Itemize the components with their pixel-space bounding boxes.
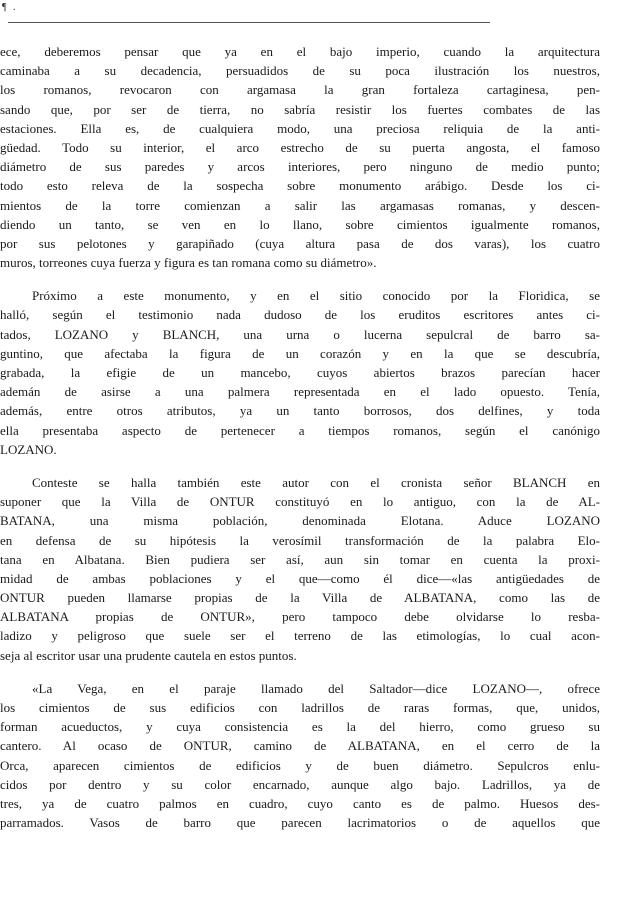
text-line: grabada, la efigie de un mancebo, cuyos abiertos brazos parecían hacer: [0, 365, 600, 380]
header-rule: [8, 22, 490, 23]
text-line: tana en Albatana. Bien pudiera ser así, aun sin tomar en cuenta la proxi-: [0, 551, 600, 567]
text-line: caminaba a su decadencia, persuadidos de su poca ilustración los nuestros,: [0, 63, 600, 79]
page-body: [0, 42, 600, 846]
paragraph-4: [0, 679, 600, 833]
text-line: Orca, aparecen cimientos de edificios y de buen diámetro. Sepulcros enlu-: [0, 757, 600, 773]
text-line: muros, torreones cuya fuerza y figura es tan romana como su diámetro».: [0, 255, 377, 271]
text-line: ece, deberemos pensar que ya en el bajo imperio, cuando la arquitectura: [0, 44, 600, 59]
text-line: estaciones. Ella es, de cualquiera modo, una preciosa reliquia de la anti-: [0, 120, 600, 136]
text-line: todo esto releva de la sospecha sobre monumento arábigo. Desde los ci-: [0, 178, 600, 194]
text-line: cantero. Al ocaso de ONTUR, camino de ALBATANA, en el cerro de la: [0, 738, 600, 754]
text-line: tados, LOZANO y BLANCH, una urna o lucerna sepulcral de barro sa-: [0, 326, 600, 342]
text-line: «La Vega, en el paraje llamado del Saltador—dice LOZANO—, ofrece: [32, 680, 600, 696]
page-corner-mark: ¶ .: [2, 2, 18, 13]
text-line: LOZANO.: [0, 441, 57, 457]
text-line: tres, ya de cuatro palmos en cuadro, cuyo canto es de palmo. Huesos des-: [0, 795, 600, 811]
text-line: además, entre otros atributos, ya un tanto borrosos, dos delfines, y toda: [0, 403, 600, 419]
text-line: forman acueductos, y cuya consistencia es la del hierro, como grueso su: [0, 719, 600, 735]
text-line: midad de ambas poblaciones y el que—como él dice—«las antigüedades de: [0, 570, 600, 586]
text-line: Próximo a este monumento, y en el sitio conocido por la Floridica, se: [32, 288, 600, 304]
paragraph-2: [0, 286, 600, 459]
text-line: en defensa de su hipótesis la verosímil transformación de la palabra Elo-: [0, 532, 600, 548]
paragraph-1: [0, 42, 600, 272]
text-line: ladizo y peligroso que suele ser el terreno de las etimologías, lo cual acon-: [0, 628, 600, 644]
text-line: guntino, que afectaba la figura de un corazón y en la que se descubría,: [0, 345, 600, 361]
text-line: BATANA, una misma población, denominada Elotana. Aduce LOZANO: [0, 513, 600, 529]
text-line: los cimientos de sus edificios con ladrillos de raras formas, que, unidos,: [0, 700, 600, 715]
text-line: por sus pelotones y garapiñado (cuya altura pasa de dos varas), los cuatro: [0, 235, 600, 251]
text-line: ademán de asirse a una palmera representada en el lado opuesto. Tenía,: [0, 384, 600, 400]
text-line: ALBATANA propias de ONTUR», pero tampoco debe olvidarse lo resba-: [0, 609, 600, 625]
text-line: halló, según el testimonio nada dudoso de los eruditos escritores antes ci-: [0, 307, 600, 323]
text-line: seja al escritor usar una prudente cautela en estos puntos.: [0, 647, 297, 663]
text-line: diendo un tanto, se ven en lo llano, sobre cimientos igualmente romanos,: [0, 216, 600, 232]
text-line: güedad. Todo su interior, el arco estrecho de su puerta angosta, el famoso: [0, 139, 600, 155]
text-line: ella presentaba aspecto de pertenecer a tiempos romanos, según el canónigo: [0, 422, 600, 438]
text-line: ONTUR pueden llamarse propias de la Villa de ALBATANA, como las de: [0, 590, 600, 606]
text-line: parramados. Vasos de barro que parecen lacrimatorios o de aquellos que: [0, 815, 600, 831]
paragraph-3: [0, 473, 600, 665]
text-line: Conteste se halla también este autor con el cronista señor BLANCH en: [32, 474, 600, 490]
text-line: los romanos, revocaron con argamasa la gran fortaleza cartaginesa, pen-: [0, 82, 600, 98]
text-line: mientos de la torre comienzan a salir las argamasas romanas, y descen-: [0, 197, 600, 213]
text-line: sando que, por ser de tierra, no sabría resistir los fuertes combates de las: [0, 101, 600, 117]
text-line: diámetro de sus paredes y arcos interiores, pero ninguno de medio punto;: [0, 159, 600, 175]
text-line: cidos por dentro y su color encarnado, aunque algo bajo. Ladrillos, ya de: [0, 776, 600, 792]
text-line: suponer que la Villa de ONTUR constituyó en lo antiguo, con la de AL-: [0, 494, 600, 510]
